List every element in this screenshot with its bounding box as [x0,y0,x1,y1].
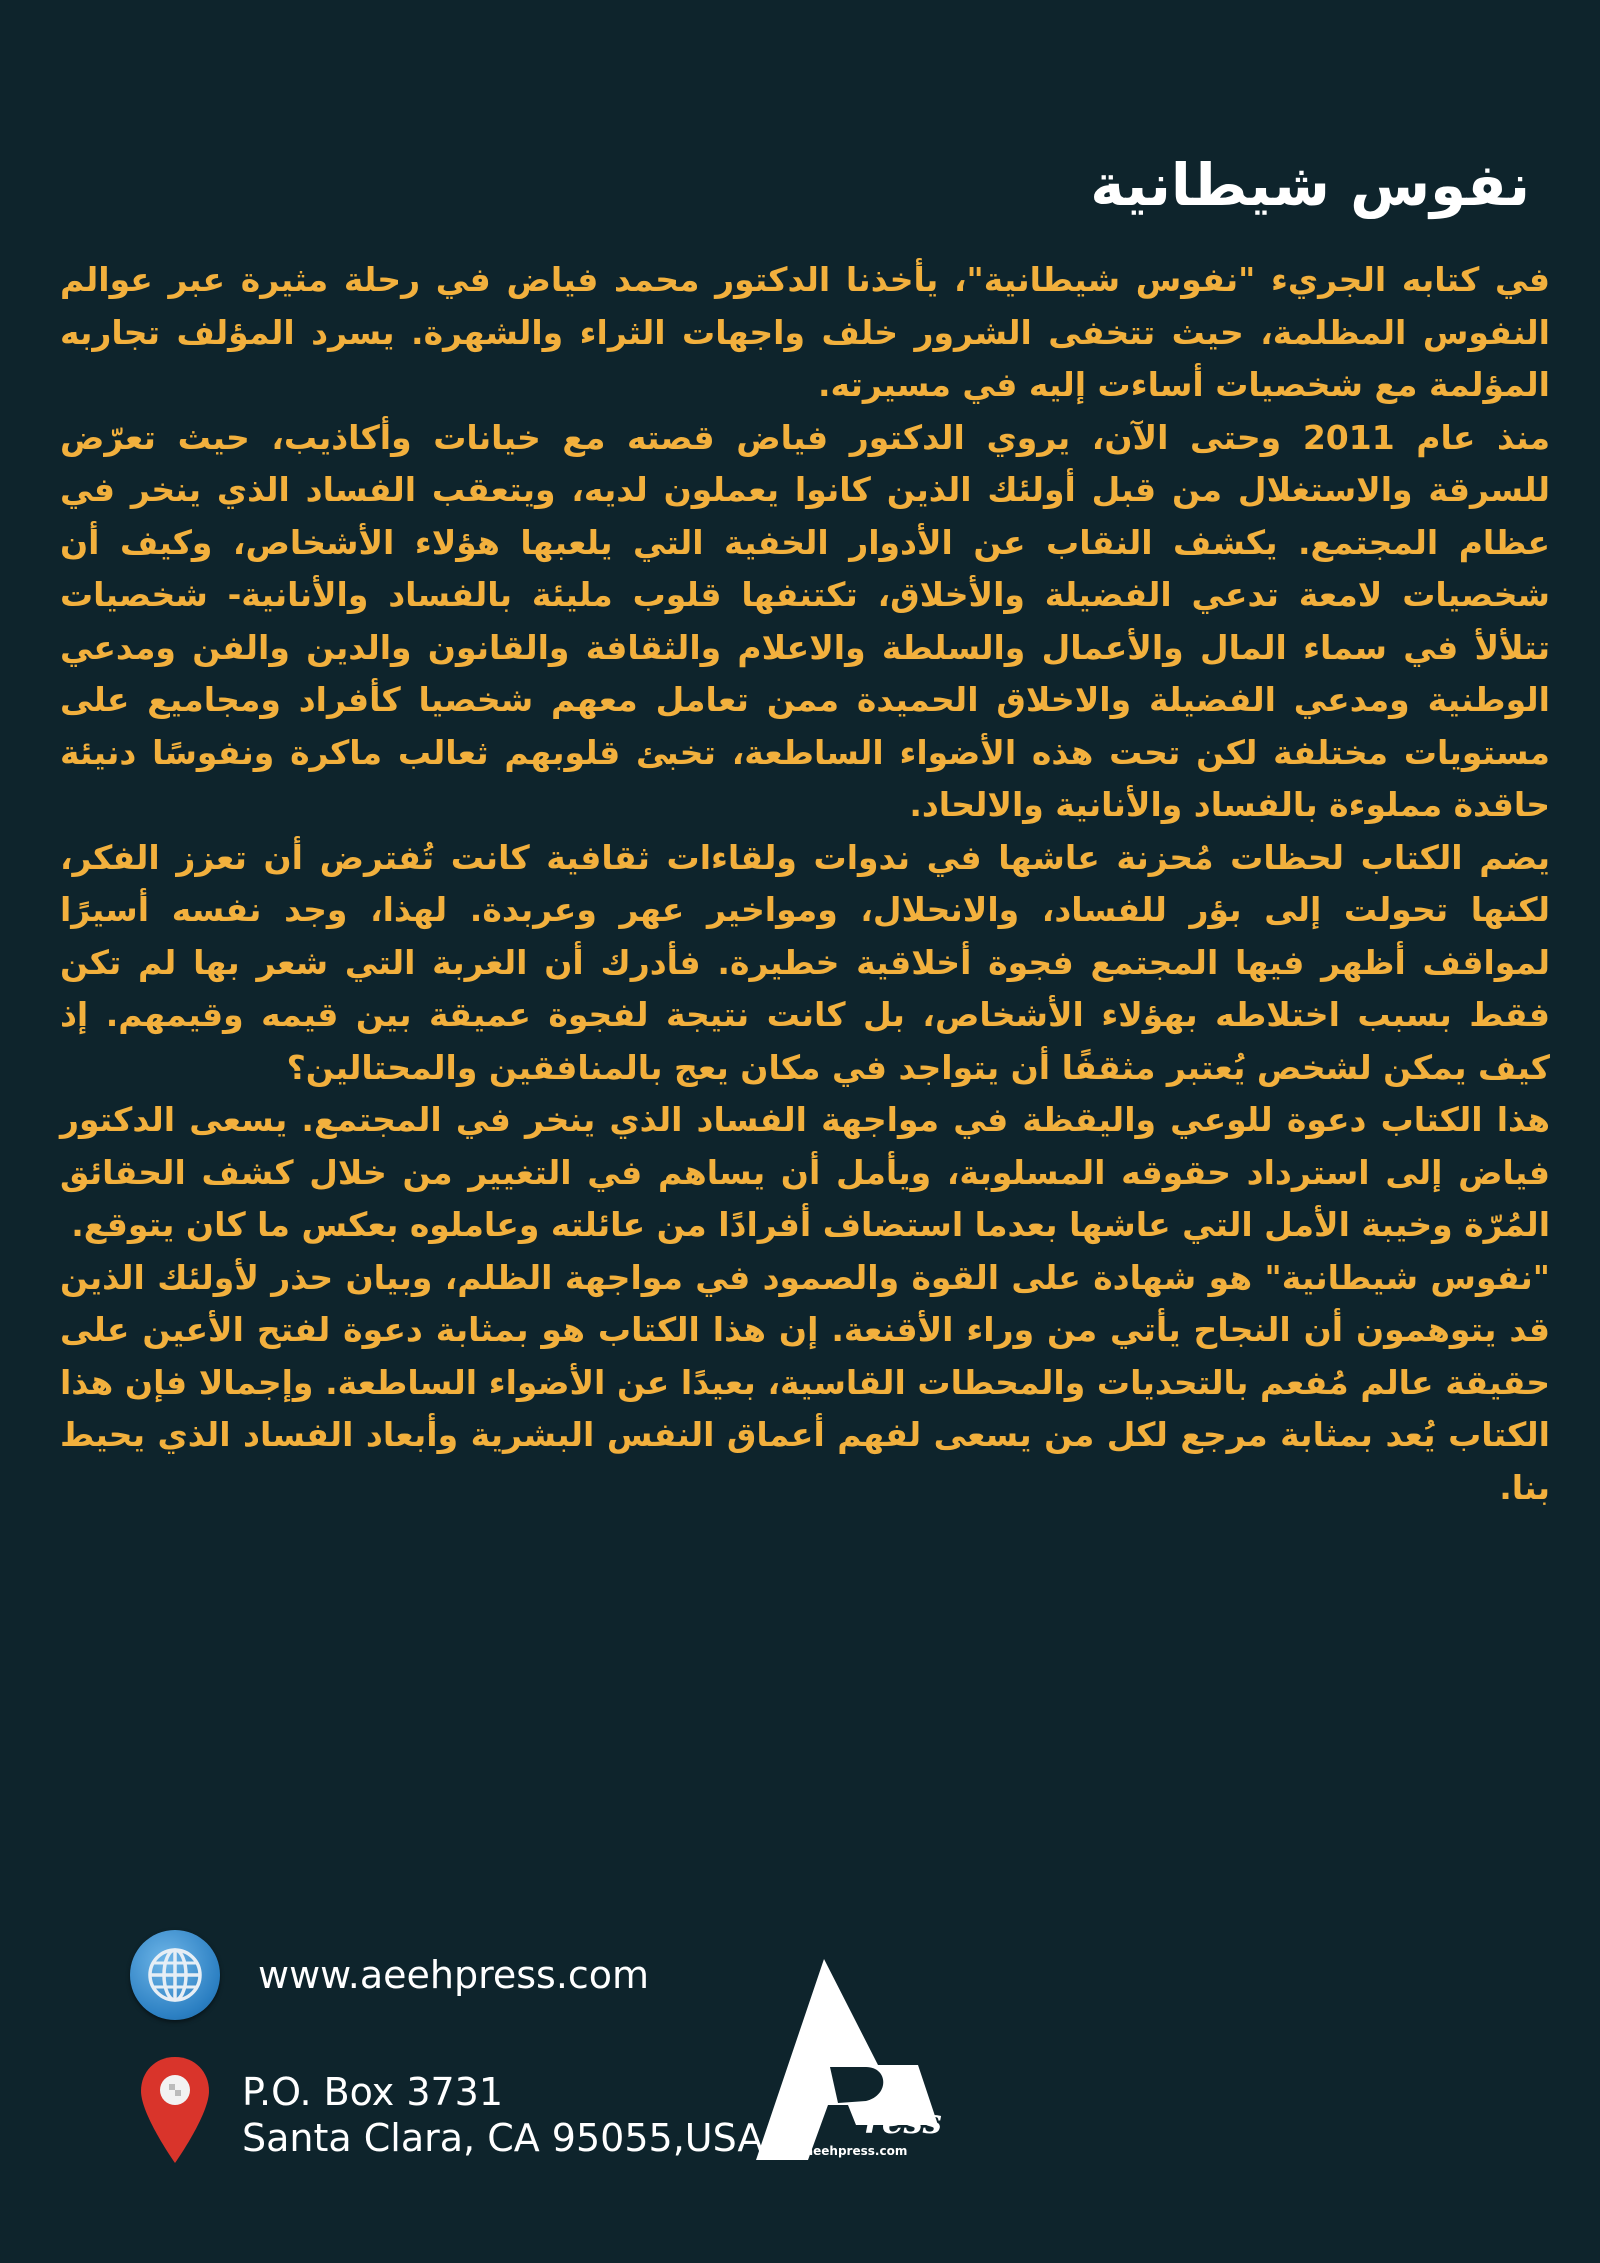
blurb-paragraph-3: يضم الكتاب لحظات مُحزنة عاشها في ندوات ولقاءات ثقافية كانت تُفترض أن تعزز الفكر، لكنها تحولت إلى بؤر للفساد، والانحلال، ومواخير عهر وعربدة. لهذا، وجد نفسه أسيرًا لمواقف أظهر فيها المجتمع فجوة أخلاقية خطيرة. فأدرك أن الغربة التي شعر بها لم تكن فقط بسبب اختلاطه بهؤلاء الأشخاص، بل كانت نتيجة لفجوة عميقة بين قيمه وقيمهم. إذ كيف يمكن لشخص يُعتبر مثقفًا أن يتواجد في مكان يعج بالمنافقين والمحتالين؟ [60,837,1550,1087]
logo-wordmark: ress [864,2102,942,2142]
postal-address [242,2069,763,2161]
address-line-2: Santa Clara, CA 95055,USA [242,2116,764,2160]
address-row [130,2055,763,2175]
address-line-1: P.O. Box 3731 [242,2070,504,2114]
blurb-paragraph-2: منذ عام 2011 وحتى الآن، يروي الدكتور فياض قصته مع خيانات وأكاذيب، حيث تعرّض للسرقة والاستغلال من قبل أولئك الذين كانوا يعملون لديه، ويتعقب الفساد الذي ينخر في عظام المجتمع. يكشف النقاب عن الأدوار الخفية التي يلعبها هؤلاء الأشخاص، وكيف أن شخصيات لامعة تدعي الفضيلة والأخلاق، تكتنفها قلوب مليئة بالفساد والأنانية- شخصيات تتلألأ في سماء المال والأعمال والسلطة والاعلام والثقافة والقانون والدين والفن ومدعي الوطنية ومدعي الفضيلة والاخلاق الحميدة ممن تعامل معهم شخصيا كأفراد ومجاميع على مستويات مختلفة لكن تحت هذه الأضواء الساطعة، تخبئ قلوبهم ثعالب ماكرة ونفوسًا دنيئة حاقدة مملوءة بالفساد والأنانية والالحاد. [60,417,1551,824]
website-row [130,1930,649,2020]
book-title: نفوس شيطانية [1090,151,1530,219]
website-link[interactable]: www.aeehpress.com [258,1953,650,1997]
blurb-paragraph-5: "نفوس شيطانية" هو شهادة على القوة والصمود في مواجهة الظلم، وبيان حذر لأولئك الذين قد يتوهمون أن النجاح يأتي من وراء الأقنعة. إن هذا الكتاب هو بمثابة دعوة لفتح الأعين على حقيقة عالم مُفعم بالتحديات والمحطات القاسية، بعيدًا عن الأضواء الساطعة. وإجمالا فإن هذا الكتاب يُعد بمثابة مرجع لكل من يسعى لفهم أعماق النفس البشرية وأبعاد الفساد الذي يحيط بنا. [60,1257,1550,1507]
blurb-paragraph-1: في كتابه الجريء "نفوس شيطانية"، يأخذنا الدكتور محمد فياض في رحلة مثيرة عبر عوالم النفوس المظلمة، حيث تتخفى الشرور خلف واجهات الثراء والشهرة. يسرد المؤلف تجاربه المؤلمة مع شخصيات أساءت إليه في مسيرته. [60,260,1550,404]
publisher-logo [738,1955,948,2165]
blurb-text [60,254,1550,1514]
globe-icon [130,1930,220,2020]
map-pin-icon [130,2055,220,2175]
logo-url: www.aeehpress.com [768,2144,908,2158]
blurb-paragraph-4: هذا الكتاب دعوة للوعي واليقظة في مواجهة الفساد الذي ينخر في المجتمع. يسعى الدكتور فياض إلى استرداد حقوقه المسلوبة، ويأمل أن يساهم في التغيير من خلال كشف الحقائق المُرّة وخيبة الأمل التي عاشها بعدما استضاف أفرادًا من عائلته وعاملوه بعكس ما كان يتوقع. [60,1100,1550,1244]
